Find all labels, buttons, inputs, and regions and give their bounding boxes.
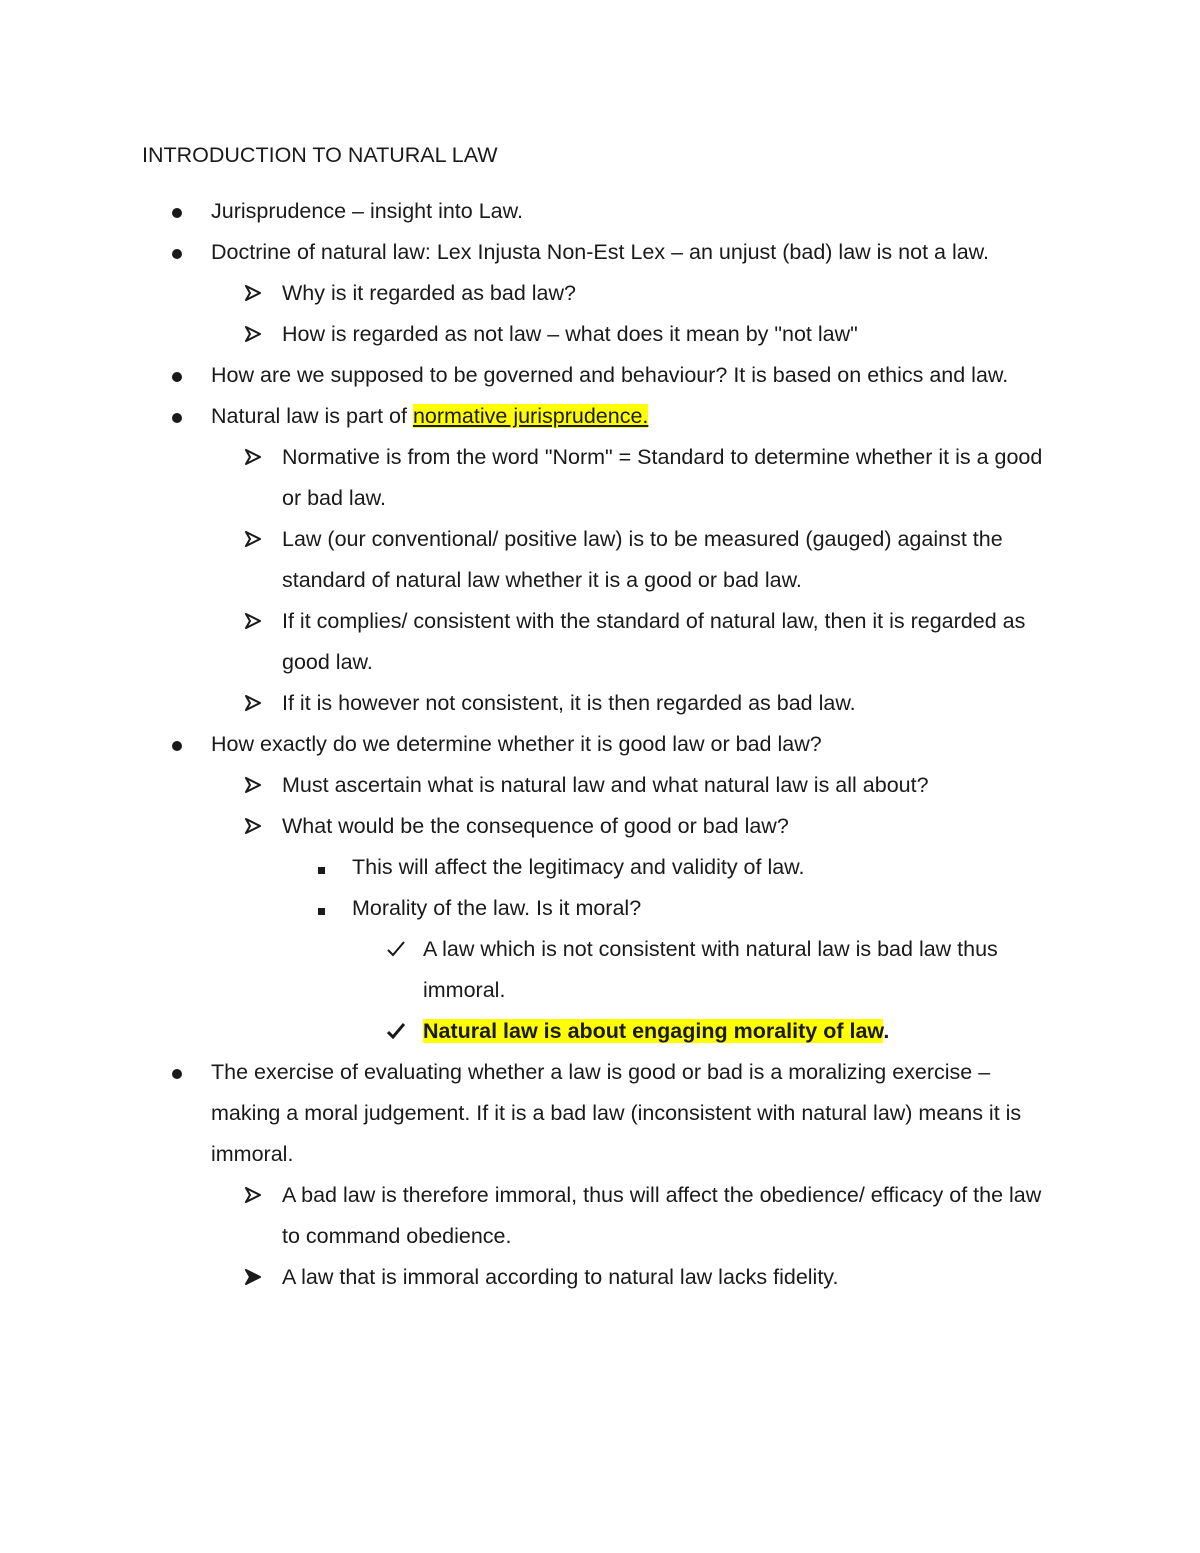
arrowhead-bullet-icon	[245, 1257, 261, 1285]
arrowhead-bullet-icon	[245, 601, 261, 629]
highlighted-term: normative jurisprudence.	[412, 404, 649, 428]
item-text: If it is however not consistent, it is then regarded as bad law.	[282, 691, 856, 715]
arrowhead-bullet-icon	[245, 1175, 261, 1203]
list-item	[0, 437, 1057, 519]
item-text: If it complies/ consistent with the standard of natural law, then it is regarded as good law.	[282, 609, 1026, 674]
arrowhead-bullet-icon	[245, 519, 261, 547]
list-item	[0, 724, 1056, 765]
item-text: How are we supposed to be governed and behaviour? It is based on ethics and law.	[211, 363, 1009, 387]
highlighted-statement: Natural law is about engaging morality of law	[423, 1019, 884, 1043]
notes-list	[0, 191, 1200, 1298]
item-text: The exercise of evaluating whether a law is good or bad is a moralizing exercise – making a moral judgement. If it is a bad law (inconsistent with natural law) means it is immoral.	[211, 1060, 1022, 1166]
item-text: What would be the consequence of good or bad law?	[282, 814, 789, 838]
list-item	[0, 519, 1057, 601]
item-text: How exactly do we determine whether it is good law or bad law?	[211, 732, 822, 756]
arrowhead-bullet-icon	[245, 273, 261, 301]
bullet-dot-icon	[172, 396, 182, 437]
item-text: A law that is immoral according to natural law lacks fidelity.	[282, 1265, 839, 1289]
item-text: Must ascertain what is natural law and what natural law is all about?	[282, 773, 929, 797]
list-item	[0, 683, 1057, 724]
list-item	[0, 273, 1057, 314]
arrowhead-bullet-icon	[245, 314, 261, 342]
square-bullet-icon	[316, 888, 325, 929]
statement-period: .	[883, 1019, 890, 1043]
item-text: Jurisprudence – insight into Law.	[211, 199, 523, 223]
list-item	[0, 929, 1058, 1011]
list-item	[0, 601, 1057, 683]
arrowhead-bullet-icon	[245, 806, 261, 834]
item-text: A law which is not consistent with natural law is bad law thus immoral.	[423, 937, 998, 1002]
list-item	[0, 232, 1056, 273]
item-text: Law (our conventional/ positive law) is to be measured (gauged) against the standard of natural law whether it is a good or bad law.	[282, 527, 1003, 592]
list-item	[0, 765, 1057, 806]
arrowhead-bullet-icon	[245, 765, 261, 793]
bullet-dot-icon	[172, 355, 182, 396]
item-text: How is regarded as not law – what does it mean by "not law"	[282, 322, 858, 346]
document-title: INTRODUCTION TO NATURAL LAW	[142, 143, 498, 167]
list-item	[0, 847, 1057, 888]
list-item	[0, 1257, 1057, 1298]
item-text: Doctrine of natural law: Lex Injusta Non-Est Lex – an unjust (bad) law is not a law.	[211, 240, 989, 264]
item-text: Morality of the law. Is it moral?	[352, 896, 642, 920]
item-text: This will affect the legitimacy and validity of law.	[352, 855, 805, 879]
list-item	[0, 1011, 1058, 1052]
square-bullet-icon	[316, 847, 325, 888]
list-item	[0, 806, 1057, 847]
list-item	[0, 314, 1057, 355]
item-text: A bad law is therefore immoral, thus will affect the obedience/ efficacy of the law to command obedience.	[282, 1183, 1042, 1248]
bullet-dot-icon	[172, 232, 182, 273]
item-text: Why is it regarded as bad law?	[282, 281, 576, 305]
list-item	[0, 888, 1057, 929]
list-item	[0, 1052, 1056, 1175]
item-text-prefix: Natural law is part of	[211, 404, 413, 428]
arrowhead-bullet-icon	[245, 683, 261, 711]
list-item	[0, 191, 1056, 232]
bullet-dot-icon	[172, 724, 182, 765]
bullet-dot-icon	[172, 191, 182, 232]
checkmark-bullet-icon	[387, 929, 405, 957]
checkmark-bullet-icon	[387, 1011, 405, 1039]
list-item	[0, 1175, 1057, 1257]
list-item	[0, 355, 1056, 396]
list-item	[0, 396, 1056, 437]
bullet-dot-icon	[172, 1052, 182, 1093]
arrowhead-bullet-icon	[245, 437, 261, 465]
item-text: Normative is from the word "Norm" = Standard to determine whether it is a good or bad law.	[282, 445, 1043, 510]
